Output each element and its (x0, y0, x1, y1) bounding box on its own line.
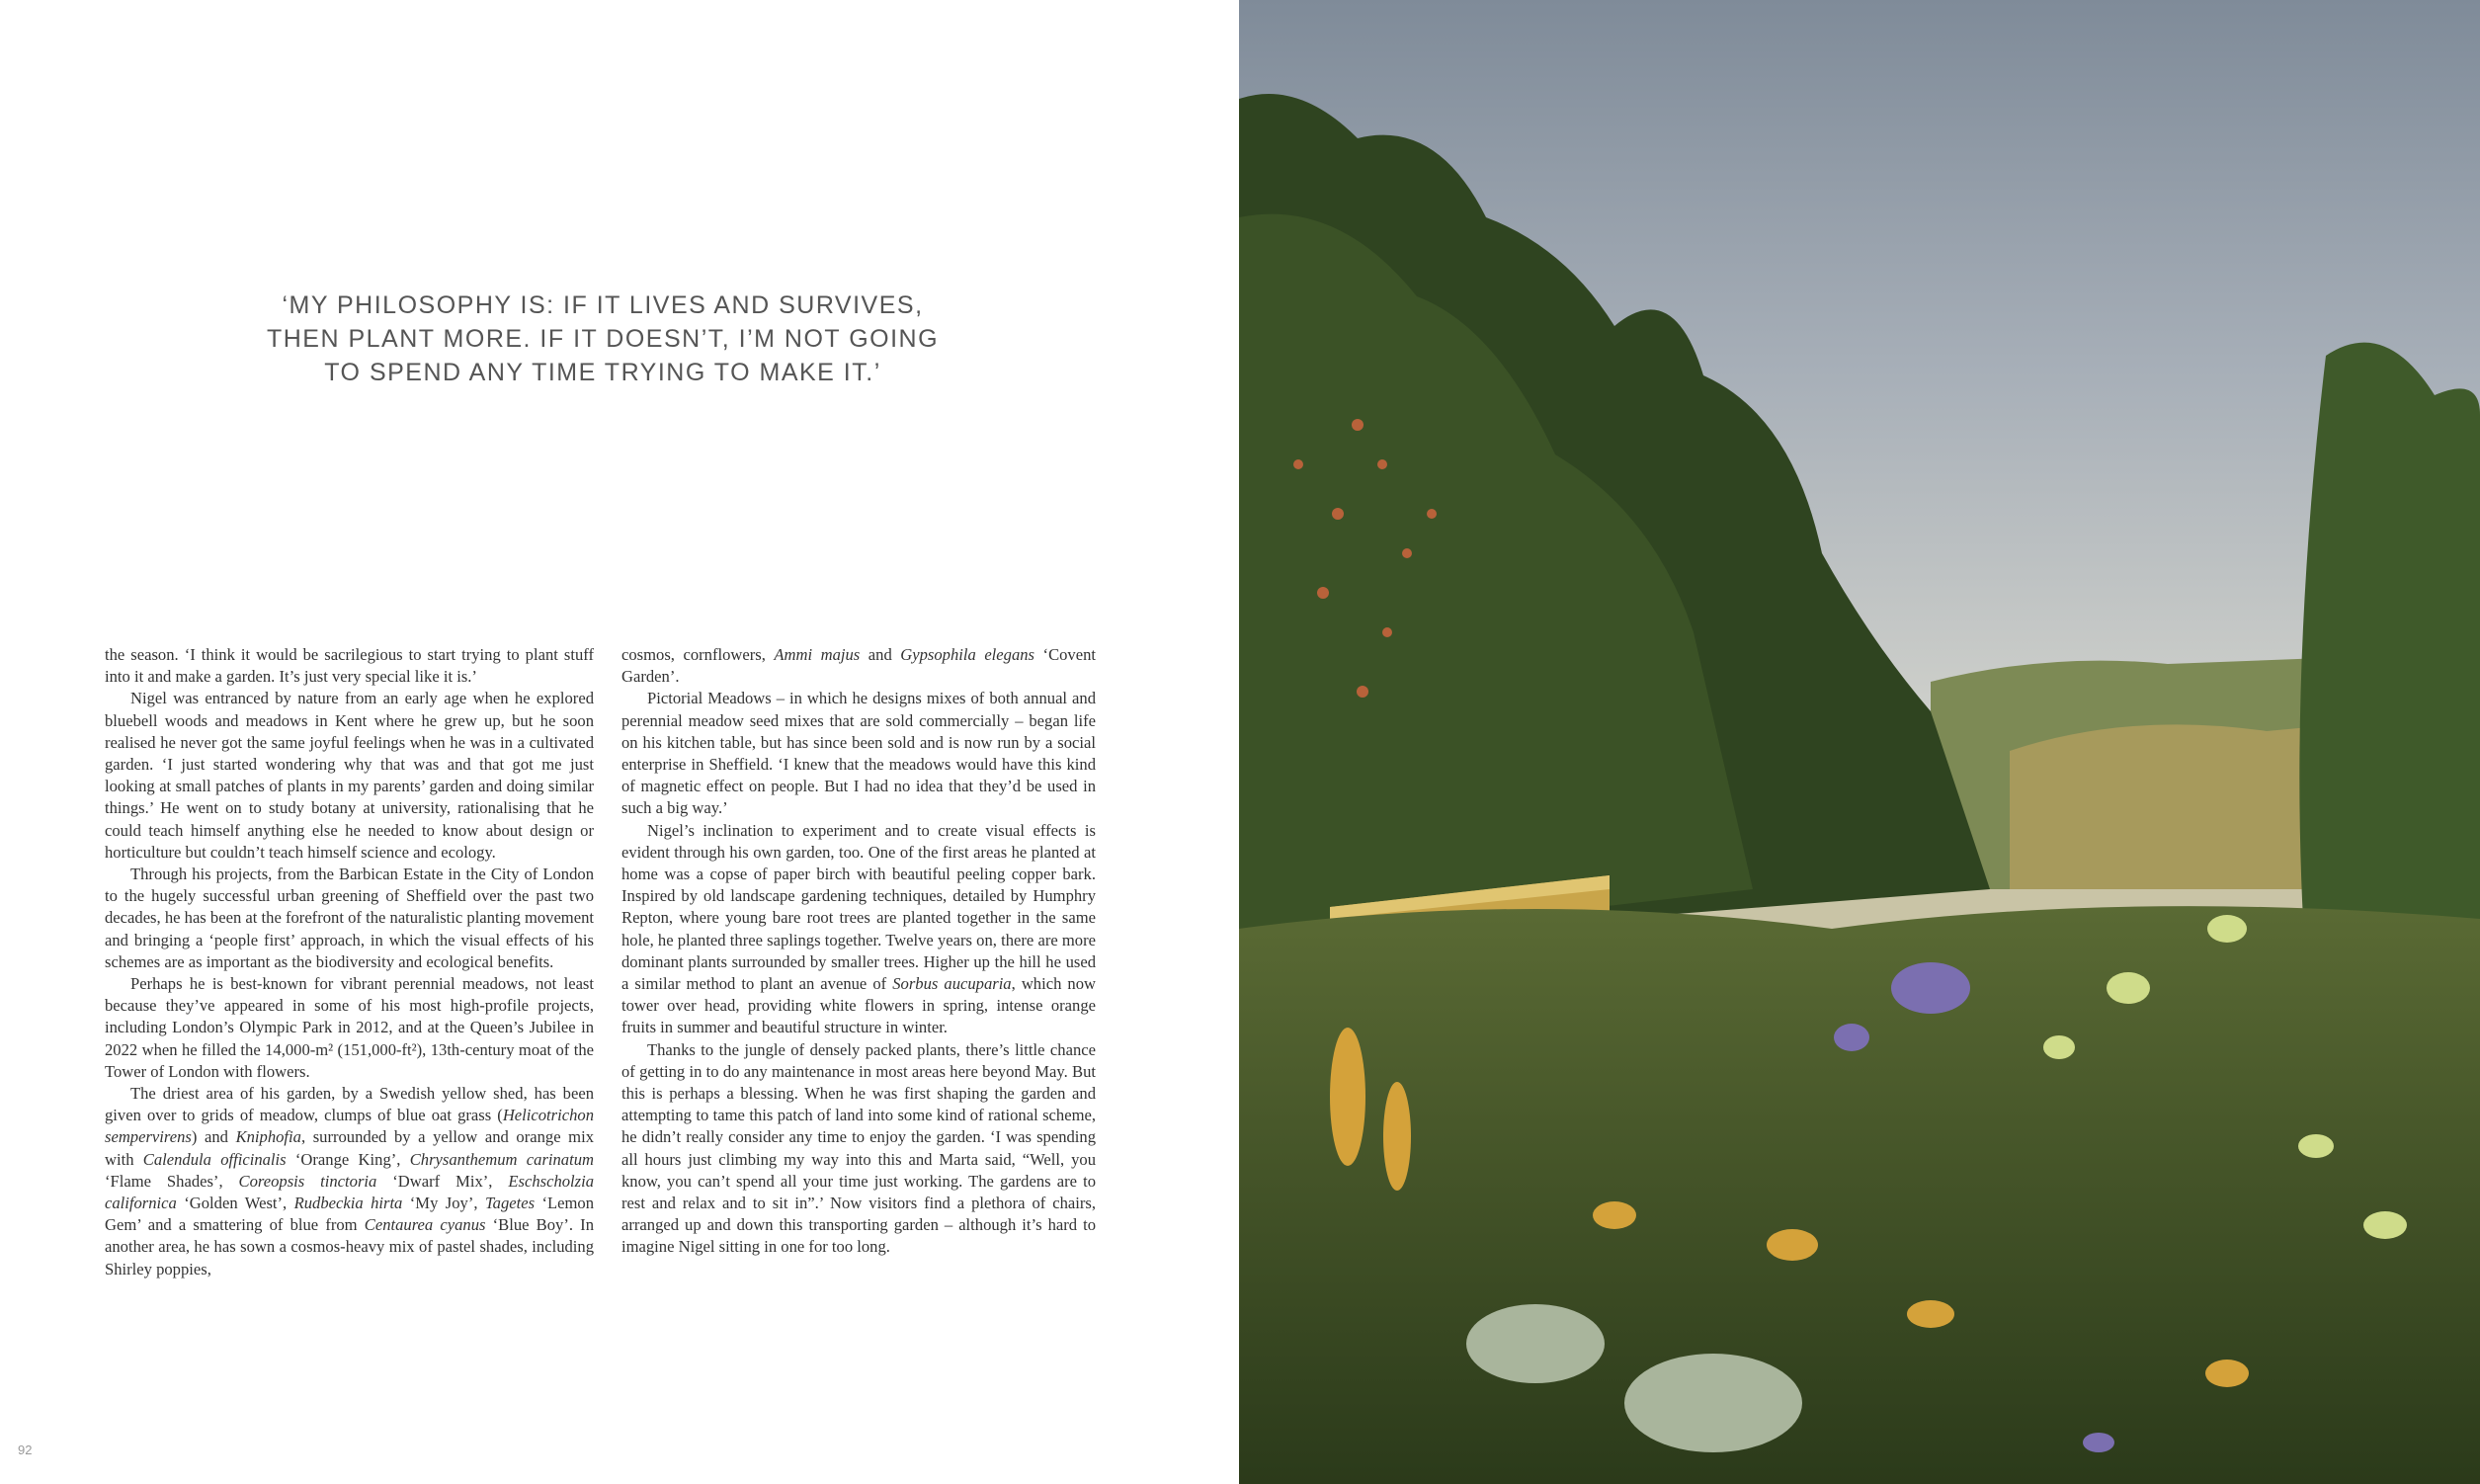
paragraph: Pictorial Meadows – in which he designs mixes of both annual and perennial meadow seed mixes that are sold commercially – began life on his kitchen table, but has since been sold and is now run by a social enterprise in Sheffield. ‘I knew that the meadows would have this kind of magnetic effect on people. But I had no idea that they’d be used in such a big way.’ (621, 689, 1096, 818)
page-number: 92 (18, 1443, 33, 1457)
garden-photo-illustration (1239, 0, 2480, 1484)
plant-name: Gypsophila elegans (900, 645, 1035, 664)
paragraph: Through his projects, from the Barbican Estate in the City of London to the hugely successful urban greening of Sheffield over the past two decades, he has been at the forefront of the naturalistic planting movement and bringing a ‘people first’ approach, in which the visual effects of his schemes are as important as the biodiversity and ecological benefits. (105, 865, 594, 971)
text-run: ‘Orange King’, (286, 1149, 410, 1169)
text-run: ‘Covent Garden’. (621, 645, 1096, 687)
paragraph (621, 820, 1096, 1039)
body-column-right (621, 644, 1096, 1259)
plant-name: Sorbus aucuparia (892, 974, 1012, 994)
tree-right (2299, 343, 2480, 968)
plant-name: Centaurea cyanus (364, 1215, 486, 1235)
text-run: The driest area of his garden, by a Swedish yellow shed, has been given over to grids of meadow, clumps of blue oat grass ( (105, 1084, 594, 1125)
text-run: ‘Golden West’, (176, 1194, 294, 1213)
paragraph: Thanks to the jungle of densely packed plants, there’s little chance of getting in to do any maintenance in most areas here beyond May. But this is perhaps a blessing. When he was first shaping the garden and attempting to tame this patch of land into some kind of rational scheme, he didn’t really consider any time to enjoy the garden. ‘I was spending all hours just climbing my way into this and Marta said, “Well, you know, you can’t spend all your time just working. The gardens are to rest and relax and to sit in”.’ Now visitors find a plethora of chairs, arranged up and down this transporting garden – although it’s hard to imagine Nigel sitting in one for too long. (621, 1039, 1096, 1257)
text-run: and (860, 645, 901, 664)
plant-name: Calendula officinalis (142, 1149, 287, 1169)
plant-name: Rudbeckia hirta (293, 1194, 403, 1213)
garden-photo (1239, 0, 2480, 1484)
text-run: , which now tower over head, providing white flowers in spring, intense orange fruits in summer and beautiful structure in winter. (621, 974, 1096, 1037)
paragraph: Perhaps he is best-known for vibrant perennial meadows, not least because they’ve appeared in some of his most high-profile projects, including London’s Olympic Park in 2012, and at the Queen’s Jubilee in 2022 when he filled the 14,000-m² (151,000-ft²), 13th-century moat of the Tower of London with flowers. (105, 974, 594, 1081)
body-column-left (105, 644, 594, 1280)
left-page (0, 0, 1239, 1484)
pull-quote (237, 289, 968, 389)
text-run: ‘Lemon Gem’ and a smattering of blue from (105, 1194, 594, 1235)
plant-name: Coreopsis tinctoria (238, 1171, 377, 1191)
text-run: ) and (191, 1127, 236, 1147)
text-run: ‘Flame Shades’, (105, 1171, 239, 1191)
pull-quote-line: TO SPEND ANY TIME TRYING TO MAKE IT.’ (324, 359, 881, 386)
pull-quote-line: ‘MY PHILOSOPHY IS: IF IT LIVES AND SURVIVES, (282, 291, 924, 319)
plant-name: Tagetes (484, 1194, 536, 1213)
paragraph: Nigel was entranced by nature from an early age when he explored bluebell woods and meadows in Kent where he grew up, but he soon realised he never got the same joyful feelings when he was in a cultivated garden. ‘I just started wondering why that was and that got me just looking at small patches of plants in my parents’ garden and doing similar things.’ He went on to study botany at university, rationalising that he could teach himself anything else he needed to know about design or horticulture but couldn’t teach himself science and ecology. (105, 689, 594, 862)
paragraph (621, 644, 1096, 688)
pull-quote-line: THEN PLANT MORE. IF IT DOESN’T, I’M NOT GOING (266, 325, 940, 353)
text-run: Nigel’s inclination to experiment and to create visual effects is evident through his own garden, too. One of the first areas he planted at home was a copse of paper birch with beautiful peeling copper bark. Inspired by old landscape gardening techniques, detailed by Humphry Repton, where young bare root trees are planted together in the same hole, he planted three saplings together. Twelve years on, there are more dominant plants surrounded by smaller trees. Higher up the hill he used a similar method to plant an avenue of (621, 820, 1096, 994)
text-run: ‘Dwarf Mix’, (376, 1171, 509, 1191)
paragraph: the season. ‘I think it would be sacrilegious to start trying to plant stuff into it and make a garden. It’s just very special like it is.’ (105, 645, 594, 687)
meadow (1239, 906, 2480, 1484)
plant-name: Ammi majus (774, 645, 861, 664)
plant-name: Chrysanthemum carinatum (409, 1149, 594, 1169)
text-run: ‘My Joy’, (402, 1194, 485, 1213)
paragraph (105, 1083, 594, 1280)
text-run: , surrounded by a yellow and orange mix with (105, 1127, 594, 1169)
plant-name: Kniphofia (235, 1127, 301, 1147)
plant-name: Eschscholzia californica (105, 1171, 595, 1213)
plant-name: Helicotrichon sempervirens (105, 1106, 594, 1147)
text-run: cosmos, cornflowers, (621, 645, 775, 664)
text-run: ‘Blue Boy’. In another area, he has sown a cosmos-heavy mix of pastel shades, including Shirley poppies, (105, 1215, 594, 1278)
